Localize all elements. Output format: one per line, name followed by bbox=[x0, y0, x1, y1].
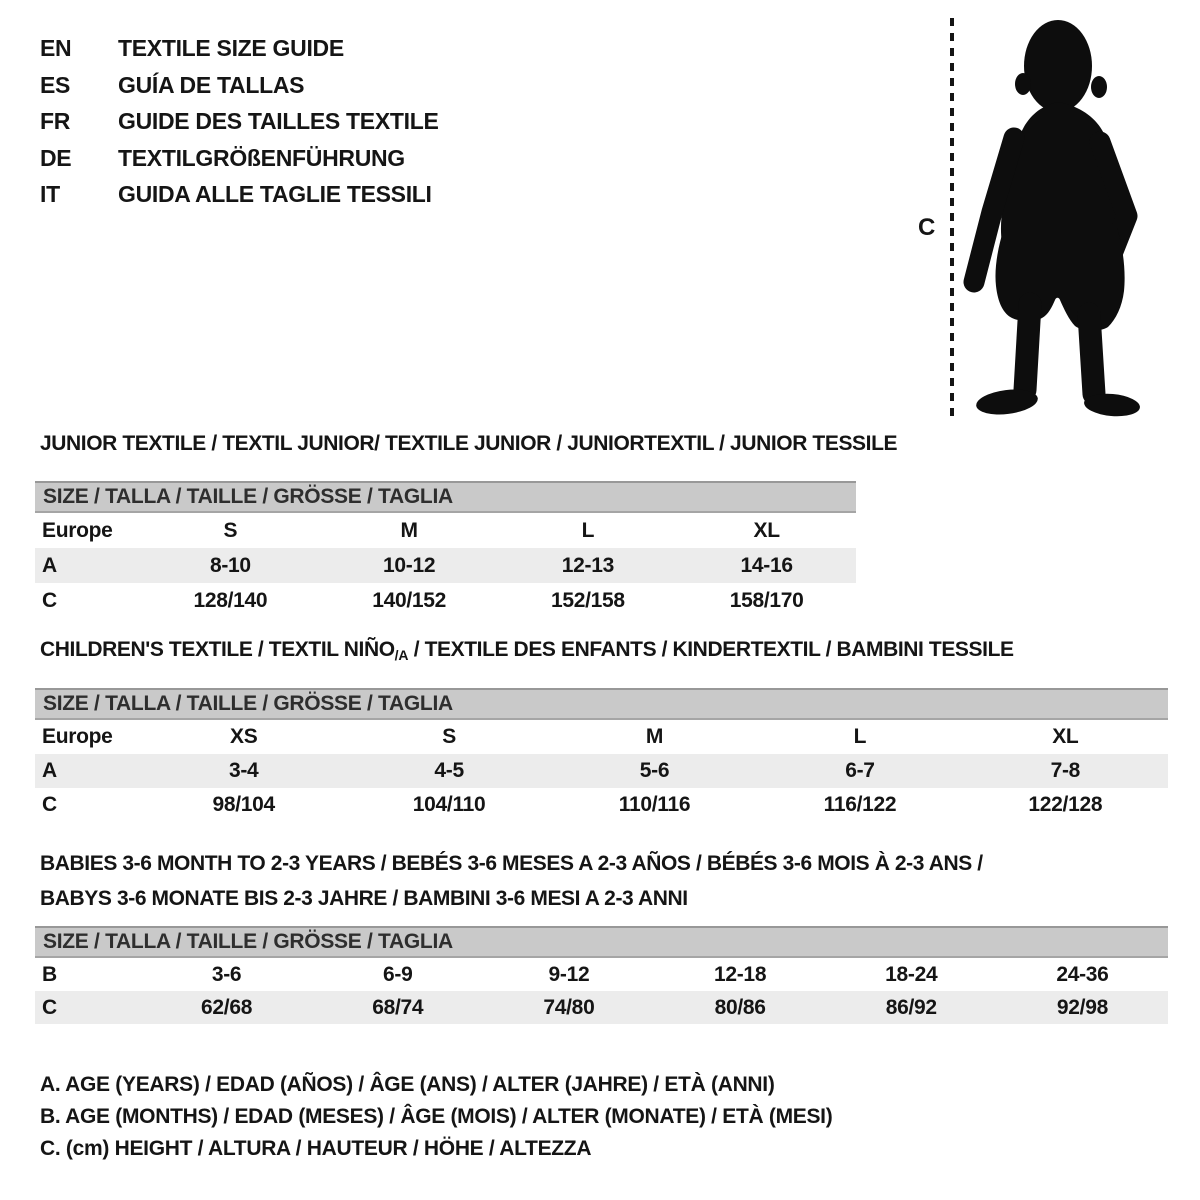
lang-row-de bbox=[40, 140, 439, 177]
row-label: A bbox=[42, 759, 57, 782]
row-label: C bbox=[42, 793, 57, 816]
babies-title-line2: BABYS 3-6 MONATE BIS 2-3 JAHRE / BAMBINI 3-6 MESI A 2-3 ANNI bbox=[40, 887, 688, 910]
height-cell: 122/128 bbox=[1028, 793, 1103, 816]
footnotes bbox=[40, 1069, 832, 1165]
babies-row-height bbox=[35, 991, 1168, 1024]
baby-shorts bbox=[995, 228, 1124, 331]
size-cell: XL bbox=[753, 518, 780, 542]
baby-leg-left bbox=[1025, 304, 1030, 390]
months-cell: 12-18 bbox=[713, 962, 767, 986]
height-cell: 104/110 bbox=[412, 793, 486, 816]
footnote-age-months: B. AGE (MONTHS) / EDAD (MESES) / ÂGE (MOIS) / ALTER (MONATE) / ETÀ (MESI) bbox=[40, 1105, 833, 1128]
size-cell: XL bbox=[1052, 725, 1079, 748]
babies-table bbox=[35, 958, 1168, 1024]
age-cell: 6-7 bbox=[845, 759, 875, 782]
age-cell: 7-8 bbox=[1050, 759, 1081, 782]
children-title-prefix: CHILDREN'S TEXTILE / TEXTIL NIÑO bbox=[40, 638, 395, 661]
baby-silhouette bbox=[962, 16, 1144, 420]
age-cell: 14-16 bbox=[740, 553, 793, 577]
lang-row-es bbox=[40, 67, 439, 104]
age-cell: 4-5 bbox=[434, 759, 464, 782]
junior-size-header-bar: SIZE / TALLA / TAILLE / GRÖSSE / TAGLIA bbox=[35, 481, 856, 513]
junior-table bbox=[35, 513, 856, 618]
height-cell: 140/152 bbox=[372, 588, 447, 612]
age-cell: 12-13 bbox=[561, 553, 614, 577]
height-cell: 74/80 bbox=[543, 995, 595, 1019]
baby-ear-left bbox=[1015, 73, 1031, 95]
age-cell: 10-12 bbox=[383, 553, 436, 577]
height-cell: 152/158 bbox=[550, 588, 625, 612]
lang-code: ES bbox=[40, 71, 71, 98]
height-cell: 80/86 bbox=[714, 995, 766, 1019]
lang-row-fr bbox=[40, 103, 439, 140]
height-cell: 68/74 bbox=[372, 995, 424, 1019]
babies-title-line1: BABIES 3-6 MONTH TO 2-3 YEARS / BEBÉS 3-6 MESES A 2-3 AÑOS / BÉBÉS 3-6 MOIS À 2-3 ANS / bbox=[40, 852, 983, 875]
size-cell: L bbox=[581, 518, 595, 542]
babies-size-header-bar: SIZE / TALLA / TAILLE / GRÖSSE / TAGLIA bbox=[35, 926, 1168, 958]
lang-label: GUÍA DE TALLAS bbox=[118, 71, 305, 98]
children-row-europe bbox=[35, 720, 1168, 754]
row-label: B bbox=[42, 962, 57, 986]
lang-code: EN bbox=[40, 35, 72, 61]
size-cell: L bbox=[853, 725, 867, 748]
junior-row-europe bbox=[35, 513, 856, 548]
lang-label: GUIDA ALLE TAGLIE TESSILI bbox=[118, 181, 432, 208]
size-cell: M bbox=[400, 518, 418, 542]
lang-code: IT bbox=[40, 181, 60, 208]
baby-ear-right bbox=[1091, 76, 1107, 98]
baby-leg-right bbox=[1089, 314, 1094, 394]
babies-row-months bbox=[35, 958, 1168, 991]
junior-row-height bbox=[35, 583, 856, 618]
months-cell: 24-36 bbox=[1056, 962, 1109, 986]
height-cell: 86/92 bbox=[885, 995, 937, 1019]
months-cell: 18-24 bbox=[885, 962, 938, 986]
height-cell: 116/122 bbox=[823, 793, 897, 816]
lang-code: DE bbox=[40, 144, 72, 171]
age-cell: 3-4 bbox=[228, 759, 259, 782]
footnote-age-years: A. AGE (YEARS) / EDAD (AÑOS) / ÂGE (ANS) / ALTER (JAHRE) / ETÀ (ANNI) bbox=[40, 1073, 775, 1096]
size-cell: S bbox=[442, 725, 456, 748]
babies-section-title bbox=[40, 846, 983, 916]
children-title-suffix: / TEXTILE DES ENFANTS / KINDERTEXTIL / BAMBINI TESSILE bbox=[408, 638, 1014, 661]
children-table bbox=[35, 720, 1168, 822]
children-size-header-bar: SIZE / TALLA / TAILLE / GRÖSSE / TAGLIA bbox=[35, 688, 1168, 720]
row-label: A bbox=[42, 553, 57, 577]
height-cell: 110/116 bbox=[618, 793, 691, 816]
height-measure-dashed-line bbox=[950, 18, 954, 416]
children-section-title bbox=[40, 638, 1014, 667]
language-title-block bbox=[40, 30, 439, 213]
height-cell: 62/68 bbox=[201, 995, 253, 1019]
lang-row-en bbox=[40, 30, 439, 67]
size-cell: S bbox=[223, 518, 238, 542]
lang-code: FR bbox=[40, 108, 71, 135]
height-cell: 158/170 bbox=[729, 588, 804, 612]
size-cell: M bbox=[645, 725, 664, 748]
age-cell: 5-6 bbox=[639, 759, 670, 782]
junior-section-title: JUNIOR TEXTILE / TEXTIL JUNIOR/ TEXTILE JUNIOR / JUNIORTEXTIL / JUNIOR TESSILE bbox=[40, 432, 898, 455]
footnote-height-cm: C. (cm) HEIGHT / ALTURA / HAUTEUR / HÖHE / ALTEZZA bbox=[40, 1137, 592, 1160]
height-cell: 98/104 bbox=[212, 793, 275, 816]
children-row-age bbox=[35, 754, 1168, 788]
months-cell: 9-12 bbox=[548, 962, 590, 986]
age-cell: 8-10 bbox=[209, 553, 251, 577]
row-label: C bbox=[42, 588, 57, 612]
region-label: Europe bbox=[42, 725, 113, 748]
lang-label: GUIDE DES TAILLES TEXTILE bbox=[118, 108, 439, 135]
lang-label: TEXTILE SIZE GUIDE bbox=[118, 35, 344, 61]
height-cell: 128/140 bbox=[193, 588, 268, 612]
lang-row-it bbox=[40, 176, 439, 213]
junior-row-age bbox=[35, 548, 856, 583]
height-measure-label: C bbox=[918, 214, 936, 241]
children-row-height bbox=[35, 788, 1168, 822]
lang-label: TEXTILGRÖßENFÜHRUNG bbox=[118, 144, 405, 171]
row-label: C bbox=[42, 995, 57, 1019]
size-cell: XS bbox=[229, 725, 258, 748]
baby-head bbox=[1024, 20, 1092, 112]
region-label: Europe bbox=[42, 518, 113, 542]
months-cell: 3-6 bbox=[211, 962, 242, 986]
months-cell: 6-9 bbox=[383, 962, 413, 986]
children-title-subscript: /A bbox=[394, 647, 409, 663]
height-cell: 92/98 bbox=[1056, 995, 1108, 1019]
